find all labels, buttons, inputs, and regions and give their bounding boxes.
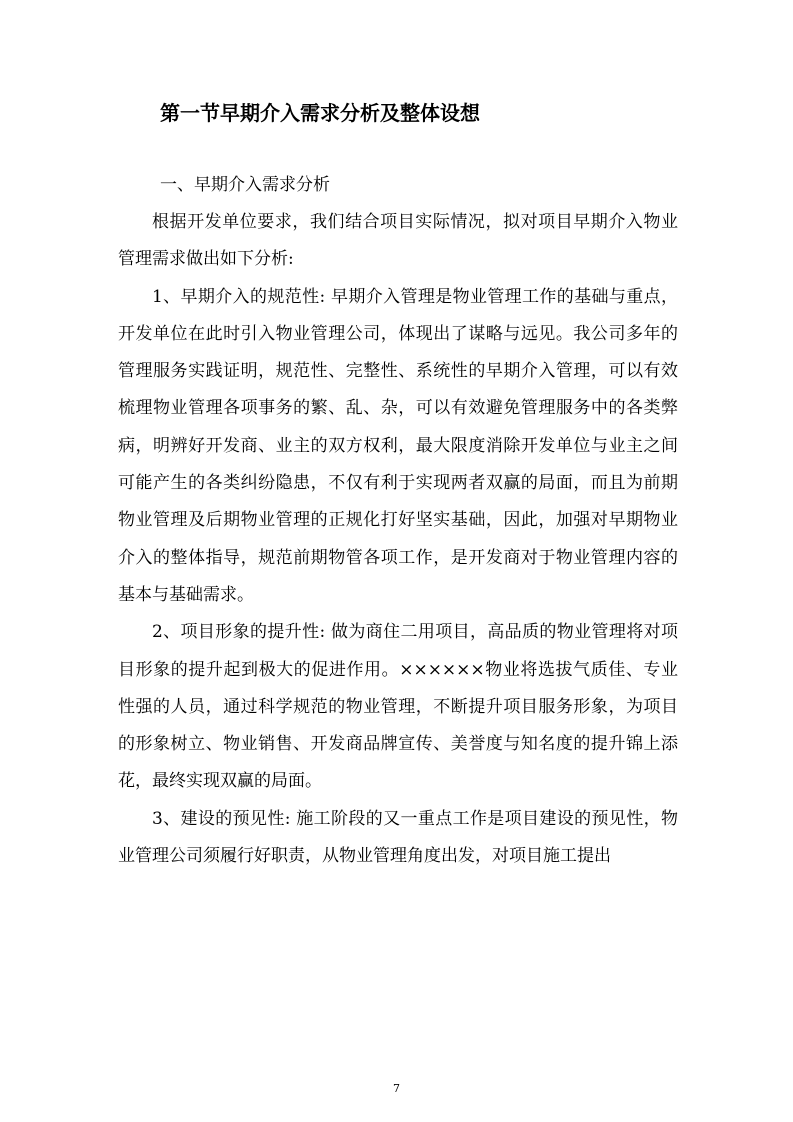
paragraph-image-enhancement: 2、项目形象的提升性: 做为商住二用项目，高品质的物业管理将对项目形象的提升起到极大的促进作用。××××××物业将选拔气质佳、专业性强的人员，通过科学规范的物业管理，不断提升项目服务形象，为项目的形象树立、物业销售、开发商品牌宣传、美誉度与知名度的提升锦上添花，最终实现双赢的局面。 (118, 622, 678, 792)
paragraph-foresight: 3、建设的预见性: 施工阶段的又一重点工作是项目建设的预见性，物业管理公司须履行好职责，从物业管理角度出发，对项目施工提出 (118, 808, 678, 867)
section-title: 第一节早期介入需求分析及整体设想 (160, 101, 480, 125)
body-text (118, 204, 678, 875)
paragraph-standardization: 1、早期介入的规范性: 早期介入管理是物业管理工作的基础与重点，开发单位在此时引入物业管理公司，体现出了谋略与远见。我公司多年的管理服务实践证明，规范性、完整性、系统性的早期介入管理，可以有效梳理物业管理各项事务的繁、乱、杂，可以有效避免管理服务中的各类弊病，明辨好开发商、业主的双方权利，最大限度消除开发单位与业主之间可能产生的各类纠纷隐患，不仅有利于实现两者双赢的局面，而且为前期物业管理及后期物业管理的正规化打好坚实基础，因此，加强对早期物业介入的整体指导，规范前期物管各项工作，是开发商对于物业管理内容的基本与基础需求。 (118, 286, 678, 605)
subsection-heading: 一、早期介入需求分析 (160, 175, 330, 195)
paragraph-intro: 根据开发单位要求，我们结合项目实际情况，拟对项目早期介入物业管理需求做出如下分析: (118, 212, 678, 270)
page-number: 7 (393, 1082, 400, 1095)
